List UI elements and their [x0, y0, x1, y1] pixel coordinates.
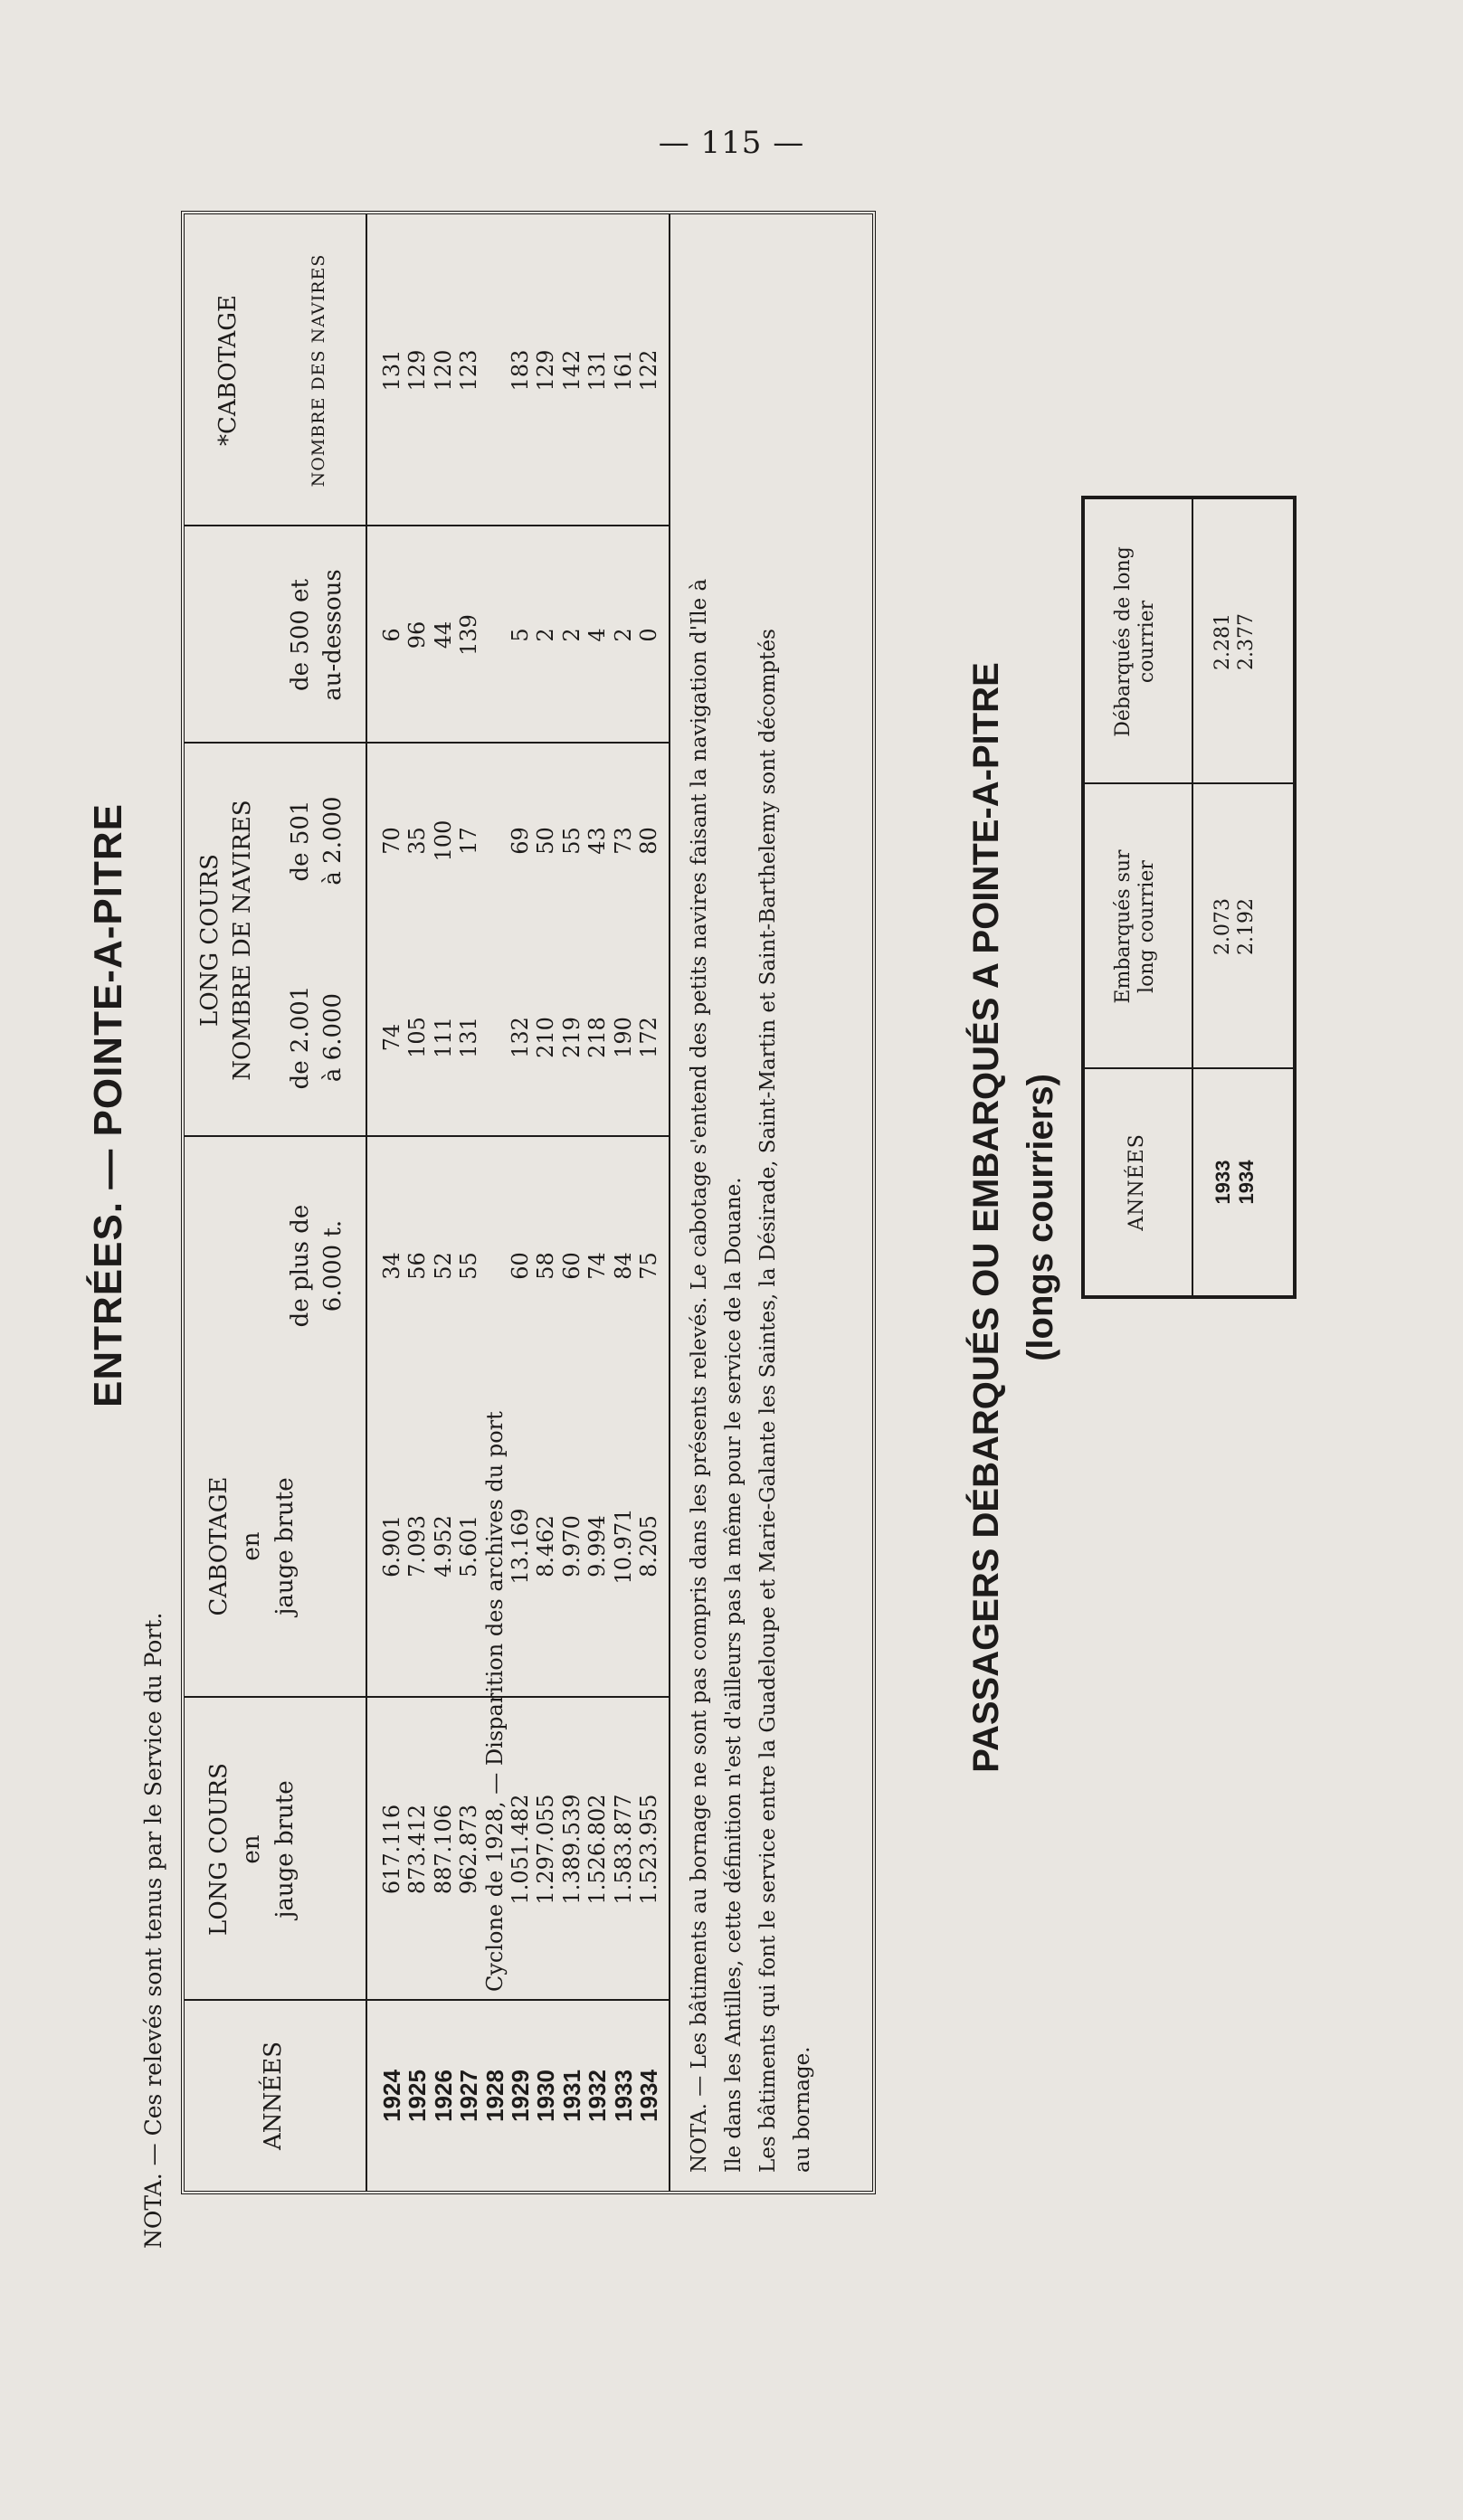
header-501-2000: de 501 à 2.000: [287, 796, 347, 886]
passengers-table: [1081, 496, 1297, 1299]
passengers-debarques-values: 2.281 2.377: [1211, 613, 1258, 670]
passengers-years: 1933 1934: [1211, 1160, 1258, 1205]
passengers-header-annees: ANNÉES: [1126, 1133, 1148, 1231]
column-500-dessous: 6 96 44 139 5 2 2 4 2 0: [379, 614, 662, 656]
year-cell: 1926: [429, 2070, 457, 2122]
header-cabotage: *CABOTAGE: [214, 294, 242, 447]
column-2001-6000: 74 105 111 131 132 210 219 218 190 172: [379, 1017, 662, 1058]
year-cell: 1925: [404, 2070, 432, 2122]
top-note: NOTA. — Ces relevés sont tenus par le Service du Port.: [140, 1612, 166, 2249]
year-cell: 1927: [455, 2070, 483, 2122]
header-plus-6000: de plus de 6.000 t.: [287, 1204, 347, 1328]
header-nombre-navires: NOMBRE DES NAVIRES: [309, 253, 328, 488]
header-500-dessous: de 500 et au-dessous: [287, 569, 347, 701]
year-cell: 1929: [507, 2070, 535, 2122]
table-note: NOTA. — Les bâtiments au bornage ne sont pas compris dans les présents relevés. Le cabotage s'entend des petits navires faisant la navigation d'Ile à Ile dans les Antilles, cette définition n'est d'ailleurs pas la même pour le service de la Douane. Les bâtiments qui font le service entre la Guadeloupe et Marie-Galante les Saintes, la Désirade, Saint-Martin et Saint-Barthelemy sont décomptés au bornage.: [688, 578, 814, 2173]
column-plus-6000: 34 56 52 55 60 58 60 74 84 75: [379, 1252, 662, 1280]
year-cell: 1933: [609, 2070, 637, 2122]
year-cell: 1928: [480, 2070, 508, 2122]
header-cabotage-jauge: CABOTAGE en jauge brute: [205, 1476, 299, 1616]
column-long-cours-jauge: 617.116 873.412 887.106 962.873 1.051.482 1.297.055 1.389.539 1.526.802 1.583.877 1.523.955: [379, 1794, 662, 1905]
year-cell: 1932: [584, 2070, 612, 2122]
year-cell: 1931: [557, 2070, 585, 2122]
year-cell: 1930: [532, 2070, 560, 2122]
header-long-cours-navires: LONG COURS NOMBRE DE NAVIRES: [196, 800, 257, 1081]
year-cell: 1924: [378, 2070, 405, 2122]
page-number: — 115 —: [658, 125, 805, 161]
header-annees: ANNÉES: [260, 2041, 287, 2151]
header-2001-6000: de 2.001 à 6.000: [287, 985, 347, 1090]
entries-table: [181, 211, 876, 2194]
passengers-title: PASSAGERS DÉBARQUÉS OU EMBARQUÉS A POINTE-A-PITRE (longs courriers): [966, 662, 1060, 1773]
column-cabotage-navires: 131 129 120 123 183 129 142 131 161 122: [379, 349, 662, 392]
header-long-cours-jauge: LONG COURS en jauge brute: [205, 1763, 299, 1936]
year-cell: 1934: [635, 2070, 663, 2122]
passengers-header-embarques: Embarqués sur long courrier: [1112, 849, 1158, 1004]
passengers-header-debarques: Débarqués de long courrier: [1112, 546, 1158, 737]
page-title: ENTRÉES. — POINTE-A-PITRE: [86, 803, 130, 1407]
column-cabotage-jauge: 6.901 7.093 4.952 5.601 13.169 8.462 9.970 9.994 10.971 8.205: [379, 1508, 662, 1585]
column-501-2000: 70 35 100 17 69 50 55 43 73 80: [379, 819, 662, 862]
passengers-embarques-values: 2.073 2.192: [1211, 898, 1258, 955]
cyclone-note: Cyclone de 1928, — Disparition des archives du port: [482, 1411, 508, 1992]
column-years: [379, 2001, 661, 2191]
